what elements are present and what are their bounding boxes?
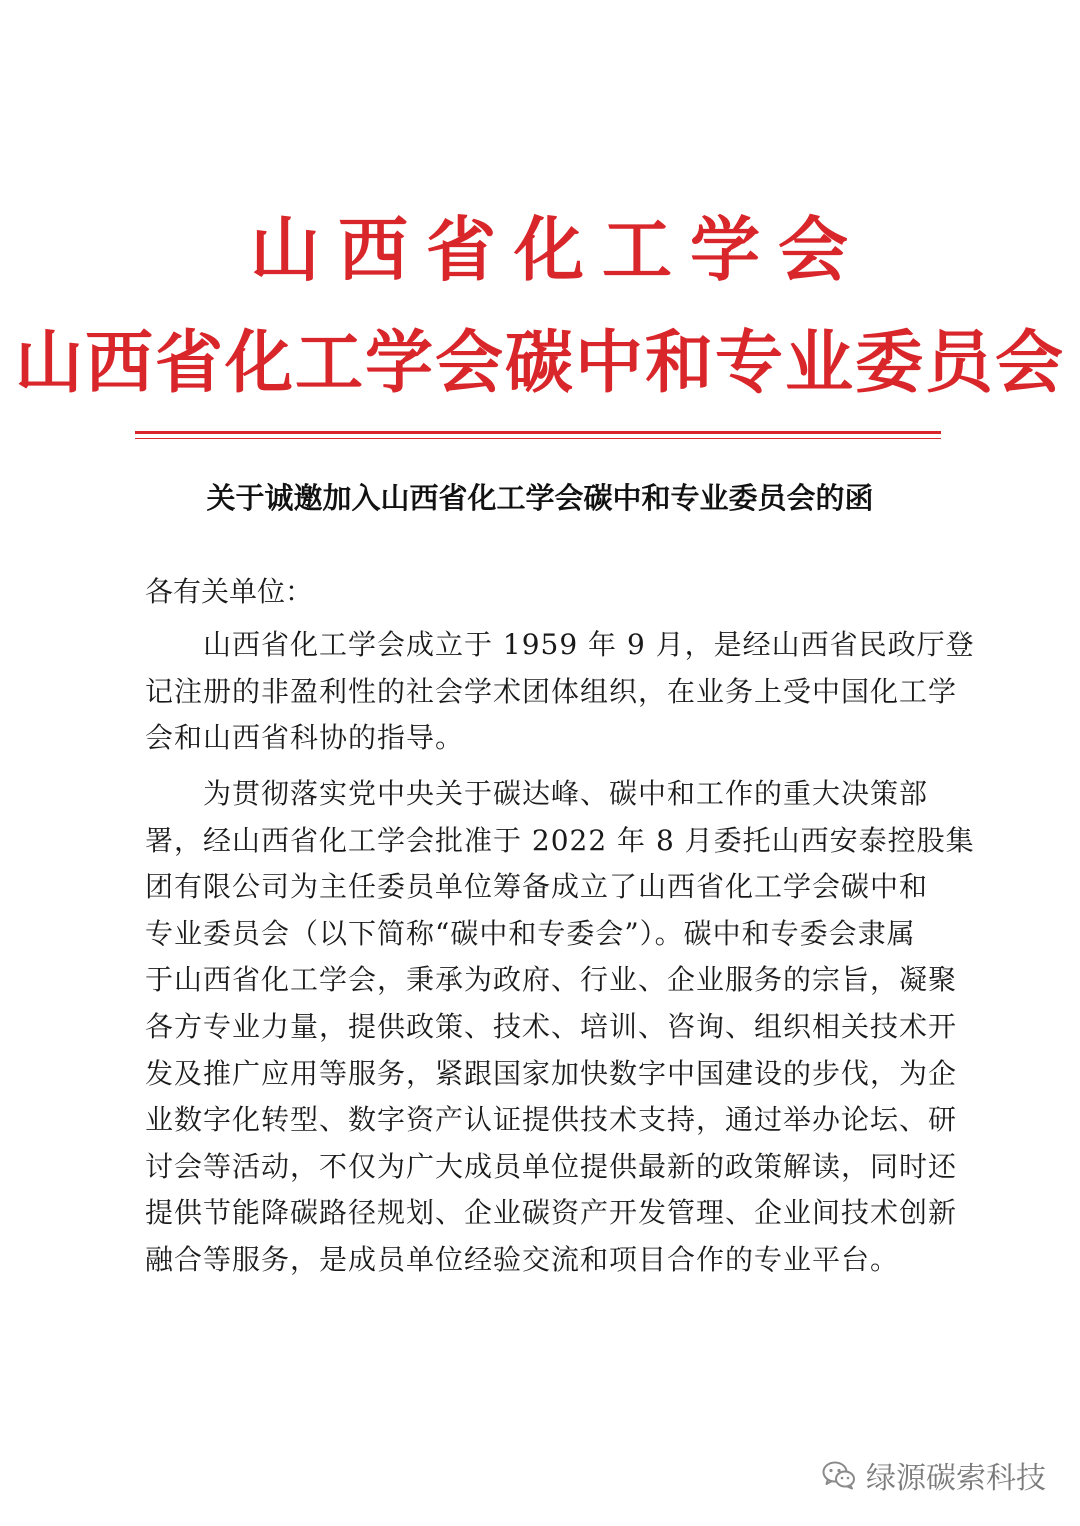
document-title: 关于诚邀加入山西省化工学会碳中和专业委员会的函 bbox=[206, 481, 874, 515]
paragraph-line: 提供节能降碳路径规划、企业碳资产开发管理、企业间技术创新 bbox=[145, 1196, 958, 1230]
paragraph-line: 会和山西省科协的指导。 bbox=[145, 721, 465, 755]
paragraph-line: 发及推广应用等服务，紧跟国家加快数字中国建设的步伐，为企 bbox=[145, 1056, 958, 1090]
salutation: 各有关单位： bbox=[145, 575, 314, 608]
letterhead-divider-thin bbox=[135, 438, 941, 439]
paragraph-line: 记注册的非盈利性的社会学术团体组织，在业务上受中国化工学 bbox=[145, 674, 958, 708]
letterhead-committee-name: 山西省化工学会碳中和专业委员会 bbox=[14, 323, 1065, 403]
watermark bbox=[822, 1453, 1046, 1497]
paragraph-line: 为贯彻落实党中央关于碳达峰、碳中和工作的重大决策部 bbox=[203, 777, 929, 810]
letterhead-org-name: 山西省化工学会 bbox=[250, 208, 866, 291]
paragraph-line: 山西省化工学会成立于 1959 年 9 月，是经山西省民政厅登 bbox=[203, 628, 975, 661]
paragraph-line: 团有限公司为主任委员单位筹备成立了山西省化工学会碳中和 bbox=[145, 870, 929, 904]
paragraph-line: 于山西省化工学会，秉承为政府、行业、企业服务的宗旨，凝聚 bbox=[145, 963, 958, 997]
paragraph-1 bbox=[145, 622, 975, 762]
paragraph-line: 各方专业力量，提供政策、技术、培训、咨询、组织相关技术开 bbox=[145, 1009, 958, 1043]
letterhead-divider-thick bbox=[135, 431, 941, 434]
wechat-icon bbox=[822, 1460, 856, 1490]
paragraph-2 bbox=[145, 771, 975, 1284]
paragraph-line: 融合等服务，是成员单位经验交流和项目合作的专业平台。 bbox=[145, 1242, 900, 1276]
watermark-text: 绿源碳索科技 bbox=[866, 1461, 1046, 1496]
paragraph-line: 专业委员会（以下简称“碳中和专委会”）。碳中和专委会隶属 bbox=[145, 916, 916, 950]
paragraph-line: 业数字化转型、数字资产认证提供技术支持，通过举办论坛、研 bbox=[145, 1103, 958, 1137]
paragraph-line: 署，经山西省化工学会批准于 2022 年 8 月委托山西安泰控股集 bbox=[145, 823, 975, 857]
paragraph-line: 讨会等活动，不仅为广大成员单位提供最新的政策解读，同时还 bbox=[145, 1149, 958, 1183]
